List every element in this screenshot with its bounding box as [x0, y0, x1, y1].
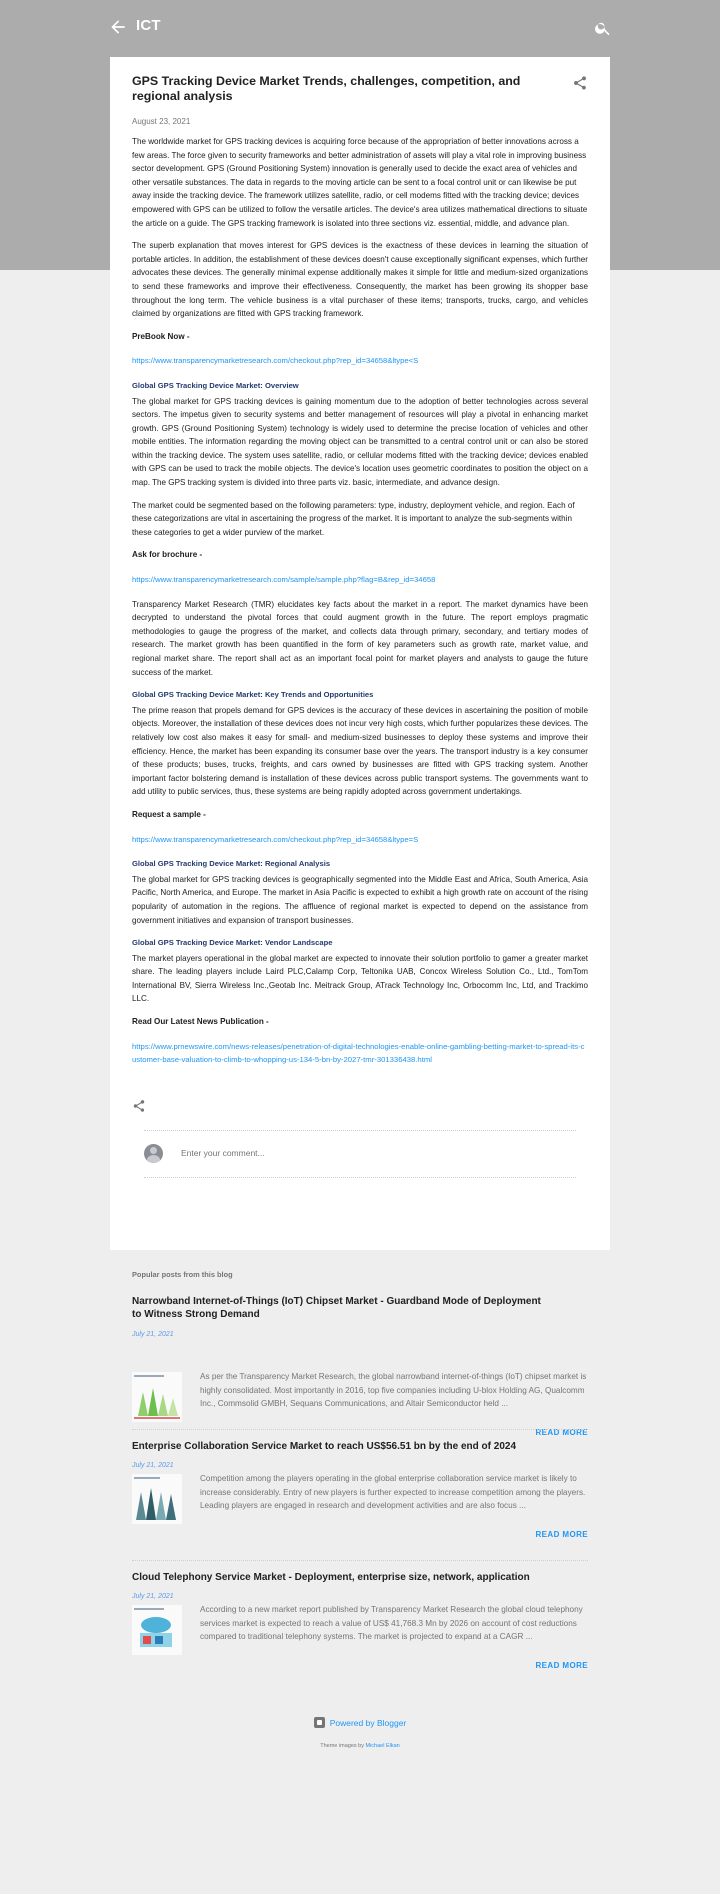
blogger-icon: [314, 1717, 325, 1728]
blog-header: [0, 0, 720, 56]
read-more-link[interactable]: READ MORE: [535, 1530, 588, 1539]
brochure-link[interactable]: https://www.transparencymarketresearch.com/sample/sample.php?flag=B&rep_id=34658: [132, 575, 436, 585]
popular-post-title[interactable]: Enterprise Collaboration Service Market to reach US$56.51 bn by the end of 2024: [132, 1441, 517, 1452]
section-heading-vendor: Global GPS Tracking Device Market: Vendor Landscape: [132, 938, 333, 948]
popular-heading: Popular posts from this blog: [132, 1270, 233, 1279]
divider: [132, 1560, 588, 1561]
popular-post-snippet: As per the Transparency Market Research, the global narrowband internet-of-things (IoT) chipset market is highly consolidated. Most importantly in 2016, top five companies including U-blox Holding AG, Qualcomm Inc., Commsolid GMBH, Sequans Communications, and Altair Semiconductor held ...: [200, 1372, 587, 1409]
post-thumbnail[interactable]: [132, 1474, 182, 1524]
brochure-label: Ask for brochure -: [132, 550, 203, 560]
paragraph: The prime reason that propels demand for GPS devices is the accuracy of these devices in ascertaining the position of mobile objects. Moreover, the installation of these devices does not incur very high costs, which further popularizes these devices. The relatively low cost also makes it easy for small- and medium-sized businesses to deploy these systems and improve their efficiency. Hence, the market has been expanding its consumer base over the years. The transport industry is a key consumer of these products; buses, trucks, freights, and cars owned by businesses are fitted with GPS tracking system. Another important factor bolstering demand is installation of these devices across public transport systems. The governments want to add utility to public services, thus, these systems are being rapidly adopted across government undertakings.: [132, 705, 588, 797]
popular-post-date: July 21, 2021: [132, 1330, 174, 1338]
post-date: August 23, 2021: [132, 117, 191, 126]
popular-post-date: July 21, 2021: [132, 1462, 174, 1470]
theme-prefix: Theme images by: [320, 1743, 364, 1749]
paragraph: The market could be segmented based on the following parameters: type, industry, deployment vehicle, and region. Each of these categorizations are vital in ascertaining the progress of the market. It is important to analyze the sub-segments within these categories to get a wider purview of the market.: [132, 500, 575, 537]
blog-title[interactable]: ICT: [136, 17, 161, 34]
search-icon[interactable]: [594, 19, 612, 37]
share-icon[interactable]: [572, 75, 588, 91]
popular-post-title[interactable]: Narrowband Internet-of-Things (IoT) Chipset Market - Guardband Mode of Deployment to Witness Strong Demand: [132, 1296, 541, 1321]
paragraph: The global market for GPS tracking devices is geographically segmented into the Middle East and Africa, South America, Asia Pacific, North America, and Europe. The market in Asia Pacific is expected to exhibit a high growth rate on account of the rising popularity of automation in the regions. The affluence of regional market is expected to depend on the assistance from government initiatives and expansion of transport businesses.: [132, 874, 588, 925]
post-thumbnail[interactable]: [132, 1372, 182, 1422]
news-link[interactable]: https://www.prnewswire.com/news-releases/penetration-of-digital-technologies-enable-online-gambling-betting-market-to-spread-its-customer-base-valuation-to-climb-to-whopping-us-134-5-bn-by-2027-tmr-301336438.html: [132, 1041, 585, 1065]
news-label: Read Our Latest News Publication -: [132, 1017, 269, 1027]
avatar: [144, 1144, 163, 1163]
paragraph: The superb explanation that moves interest for GPS devices is the exactness of these devices in learning the situation of portable articles. In addition, the establishment of these devices doesn't cause exceptionally significant expenses, which further advocates these devices. The generally minimal expense additionally makes it simple for little and medium-sized organizations to send these frameworks and improve their effectiveness. Consequently, the market has been growing its shopper base throughout the long term. The vehicle business is a vital purchaser of these items; transports, trucks, cargo, and vehicles claimed by organizations are fitted with GPS tracking framework.: [132, 241, 588, 319]
footer: [0, 1715, 720, 1749]
section-heading-regional: Global GPS Tracking Device Market: Regional Analysis: [132, 859, 331, 869]
popular-posts: [132, 1270, 588, 1670]
popular-post-snippet: According to a new market report published by Transparency Market Research the global cloud telephony services market is expected to reach a value of US$ 41,768.3 Mn by 2026 on account of cost reductions compared to traditional telephony systems. The market is projected to expand at a CAGR ...: [200, 1605, 583, 1642]
back-arrow-icon[interactable]: [108, 17, 128, 37]
section-heading-overview: Global GPS Tracking Device Market: Overview: [132, 380, 299, 390]
paragraph: Transparency Market Research (TMR) elucidates key facts about the market in a report. The market dynamics have been decrypted to understand the pivotal forces that could augment growth in the future. The report employs pragmatic methodologies to gauge the progress of the market, and collects data through primary, secondary, and tertiary modes of research. The market growth has been quantified in the form of key parameters such as growth rate, market value, and regional market share. The report shall act as an important focal point for market players and analysts to gauge the future success of the market.: [132, 599, 588, 677]
prebook-label: PreBook Now -: [132, 331, 190, 341]
paragraph: The market players operational in the global market are expected to innovate their solution portfolio to gamer a greater market share. The leading players include Laird PLC,Calamp Corp, Teltonika UAB, Concox Wireless Solution Co., Ltd., TomTom International BV, Sierra Wireless Inc.,Geotab Inc. Meitrack Group, ATrack Technology Inc, Orbocomm Inc, Ltd, and Trackimo LLC.: [132, 953, 588, 1004]
section-heading-trends: Global GPS Tracking Device Market: Key Trends and Opportunities: [132, 690, 374, 700]
theme-credit: [0, 1743, 720, 1749]
post-title: GPS Tracking Device Market Trends, challenges, competition, and regional analysis: [132, 74, 521, 103]
share-icon[interactable]: [132, 1099, 146, 1113]
sample-link[interactable]: https://www.transparencymarketresearch.com/checkout.php?rep_id=34658&ltype=S: [132, 834, 419, 844]
popular-post: [132, 1571, 588, 1691]
prebook-link[interactable]: https://www.transparencymarketresearch.com/checkout.php?rep_id=34658&ltype<S: [132, 356, 419, 366]
divider: [144, 1177, 576, 1178]
popular-post-snippet: Competition among the players operating in the global enterprise collaboration service market is likely to increase considerably. Entry of new players is further expected to increase competition among the players. Leading players are engaged in research and development activities and are also focus ...: [200, 1474, 586, 1511]
post-body: [132, 135, 588, 1067]
theme-author-link[interactable]: Michael Elkan: [365, 1743, 400, 1749]
comment-box: [132, 1131, 588, 1177]
powered-label: Powered by Blogger: [329, 1717, 407, 1728]
post-thumbnail[interactable]: [132, 1605, 182, 1655]
popular-post-date: July 21, 2021: [132, 1593, 174, 1601]
divider: [132, 1429, 588, 1430]
paragraph: The global market for GPS tracking devices is gaining momentum due to the adoption of better technologies across several sectors. The impetus given to security systems and better management of resources will play a pivotal in enhancing market growth. GPS (Ground Positioning System) technology is widely used to determine the precise location of vehicles and other mobile entities. The information regarding the moving object can be transmitted to a central control unit or can also be stored within the tracking device. The system uses satellite, radio, or cellular modems fitted with the tracking device; devices enabled with GPS can be used to track the mobile objects. The device's location uses geometric coordinates to position the object on a map. The GPS tracking system is divided into three parts viz. basic, intermediate, and advance design.: [132, 396, 588, 488]
paragraph: The worldwide market for GPS tracking devices is acquiring force because of the appropriation of better innovations across a few areas. The force given to security frameworks and better administration of assets will play a vital role in improving business sector development. GPS (Ground Positioning System) innovation is generally used to decide the exact area of vehicles and other versatile substances. The data in regards to the moving article can be sent to a focal control unit or can likewise be put away inside the tracking device. The framework utilizes satellite, radio, or cell modems fitted with the tracking device; devices empowered with GPS can be utilized to follow the versatile articles. The device's area utilizes mathematical directions to situate the article on a guide. The GPS tracking framework is isolated into three sections viz. essential, middle, and advance plan.: [132, 137, 588, 228]
sample-label: Request a sample -: [132, 809, 206, 819]
popular-post-title[interactable]: Cloud Telephony Service Market - Deployment, enterprise size, network, application: [132, 1572, 530, 1583]
read-more-link[interactable]: READ MORE: [535, 1661, 588, 1670]
popular-post: [132, 1440, 588, 1560]
read-more-link[interactable]: READ MORE: [535, 1428, 588, 1437]
post-card: [110, 57, 610, 1250]
powered-by-blogger[interactable]: [314, 1717, 407, 1728]
popular-post: [132, 1295, 588, 1435]
comment-input[interactable]: [181, 1148, 561, 1158]
